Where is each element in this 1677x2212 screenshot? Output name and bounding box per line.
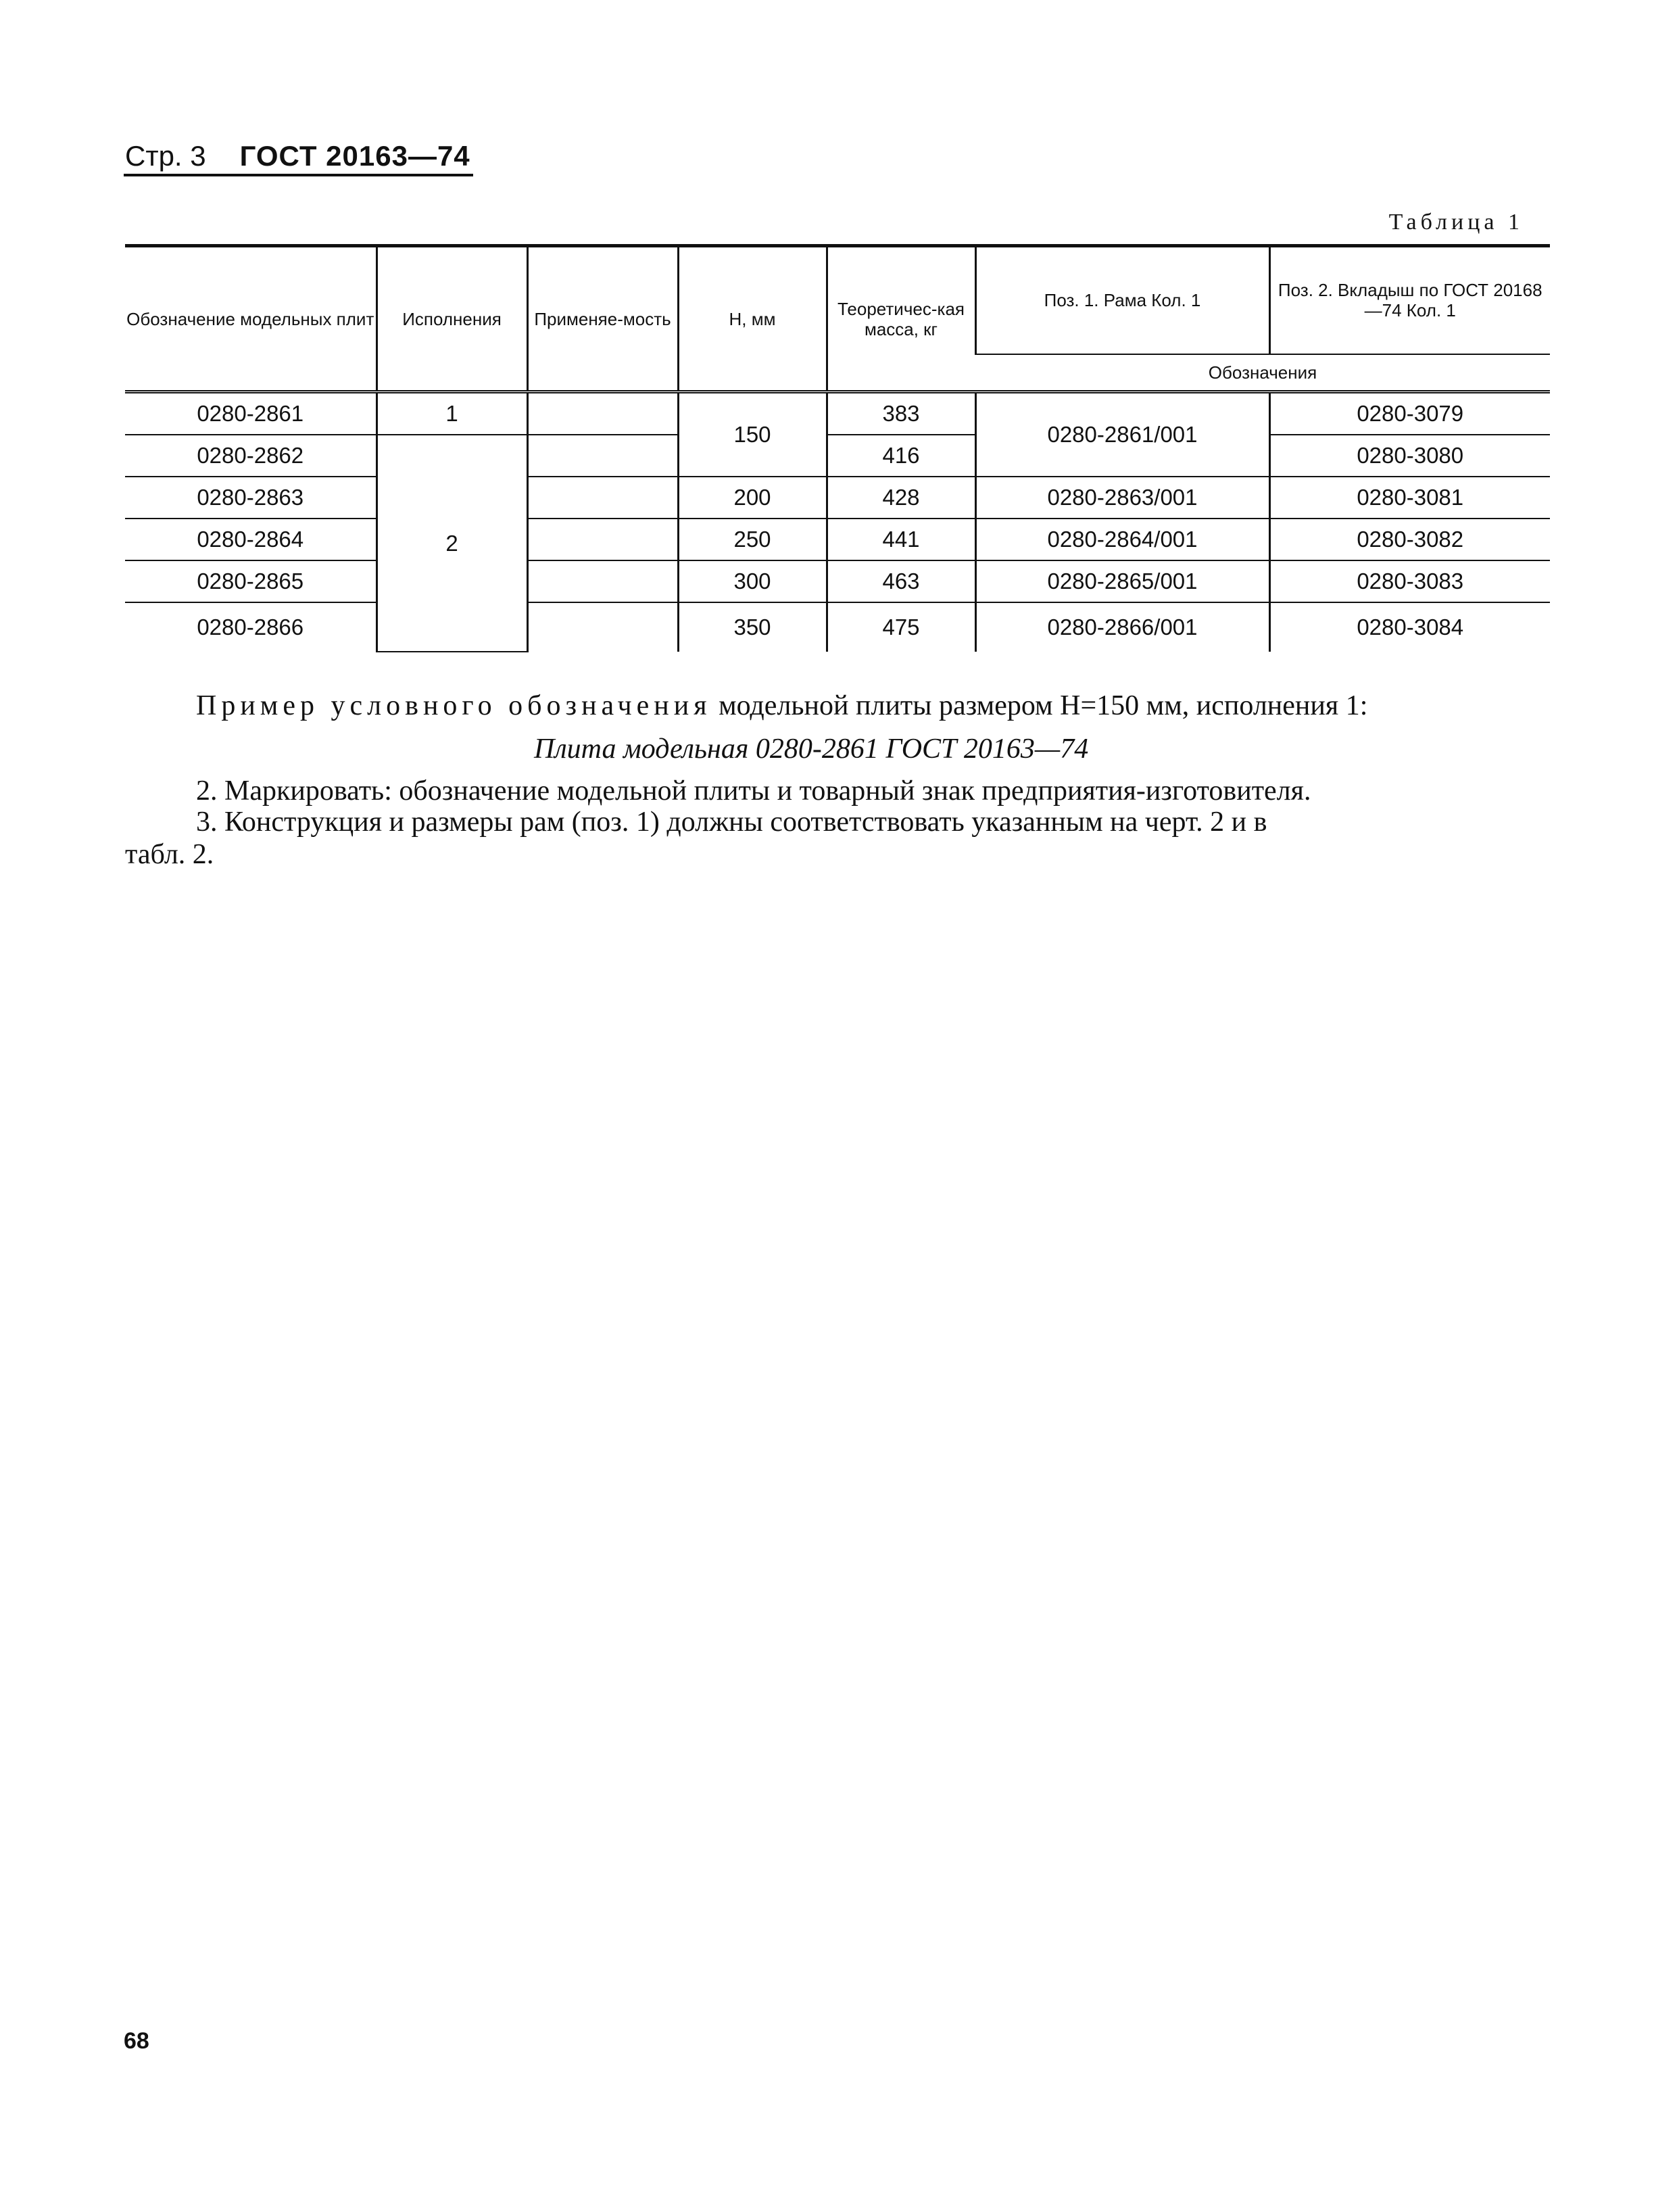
cell-pos2: 0280-3083 <box>1269 560 1550 602</box>
cell-applicability <box>527 602 678 652</box>
cell-pos2: 0280-3081 <box>1269 477 1550 519</box>
cell-designation: 0280-2862 <box>125 435 376 477</box>
cell-pos1: 0280-2861/001 <box>975 392 1269 477</box>
paragraph-3: 3. Конструкция и размеры рам (поз. 1) должны соответствовать указанным на черт. 2 и в <box>196 807 1267 838</box>
table-label: Таблица 1 <box>1388 210 1524 235</box>
cell-h: 250 <box>678 519 827 560</box>
cell-applicability <box>527 392 678 435</box>
cell-h: 350 <box>678 602 827 652</box>
cell-pos1: 0280-2865/001 <box>975 560 1269 602</box>
cell-designation: 0280-2865 <box>125 560 376 602</box>
cell-designation: 0280-2864 <box>125 519 376 560</box>
page-number: 68 <box>124 2028 149 2054</box>
cell-designation: 0280-2861 <box>125 392 376 435</box>
cell-variant: 1 <box>376 392 527 435</box>
cell-mass: 416 <box>827 435 975 477</box>
header-pos1: Поз. 1. Рама Кол. 1 <box>975 246 1269 354</box>
header-designations: Обозначения <box>975 354 1550 392</box>
cell-applicability <box>527 435 678 477</box>
cell-mass: 428 <box>827 477 975 519</box>
page-header <box>125 139 470 173</box>
cell-mass: 441 <box>827 519 975 560</box>
header-h: H, мм <box>678 246 827 392</box>
example-rest-text: модельной плиты размером H=150 мм, исполнения 1: <box>719 690 1368 721</box>
header-designation: Обозначение модельных плит <box>125 246 376 392</box>
cell-mass: 475 <box>827 602 975 652</box>
table-row <box>125 477 1550 519</box>
specs-table <box>125 244 1550 652</box>
cell-applicability <box>527 560 678 602</box>
cell-pos2: 0280-3084 <box>1269 602 1550 652</box>
example-designation: Плита модельная 0280-2861 ГОСТ 20163—74 <box>534 734 1089 765</box>
cell-pos1: 0280-2864/001 <box>975 519 1269 560</box>
cell-pos2: 0280-3080 <box>1269 435 1550 477</box>
cell-h: 300 <box>678 560 827 602</box>
header-pos2: Поз. 2. Вкладыш по ГОСТ 20168—74 Кол. 1 <box>1269 246 1550 354</box>
cell-h: 150 <box>678 392 827 477</box>
cell-pos1: 0280-2866/001 <box>975 602 1269 652</box>
cell-designation: 0280-2866 <box>197 615 304 640</box>
cell-applicability <box>527 519 678 560</box>
cell-designation: 0280-2863 <box>125 477 376 519</box>
page-number-label: Стр. 3 <box>125 140 206 172</box>
table-row <box>125 560 1550 602</box>
header-underline <box>124 174 473 176</box>
paragraph-2: 2. Маркировать: обозначение модельной плиты и товарный знак предприятия-изготовителя. <box>196 775 1311 807</box>
cell-mass: 463 <box>827 560 975 602</box>
header-mass: Теоретичес-кая масса, кг <box>827 246 975 392</box>
cell-pos2: 0280-3079 <box>1269 392 1550 435</box>
header-variant: Исполнения <box>376 246 527 392</box>
table-row <box>125 435 1550 477</box>
cell-h: 200 <box>678 477 827 519</box>
cell-pos1: 0280-2863/001 <box>975 477 1269 519</box>
cell-variant: 2 <box>376 435 527 652</box>
header-applicability: Применяе-мость <box>527 246 678 392</box>
example-spaced-text: Пример условного обозначения <box>196 690 712 721</box>
table-row <box>125 519 1550 560</box>
cell-applicability <box>527 477 678 519</box>
table-row <box>125 392 1550 435</box>
example-line <box>196 690 1367 722</box>
cell-mass: 383 <box>827 392 975 435</box>
paragraph-3-continuation: табл. 2. <box>125 839 214 870</box>
standard-title: ГОСТ 20163—74 <box>239 140 470 172</box>
table-row <box>125 602 1550 652</box>
cell-pos2: 0280-3082 <box>1269 519 1550 560</box>
